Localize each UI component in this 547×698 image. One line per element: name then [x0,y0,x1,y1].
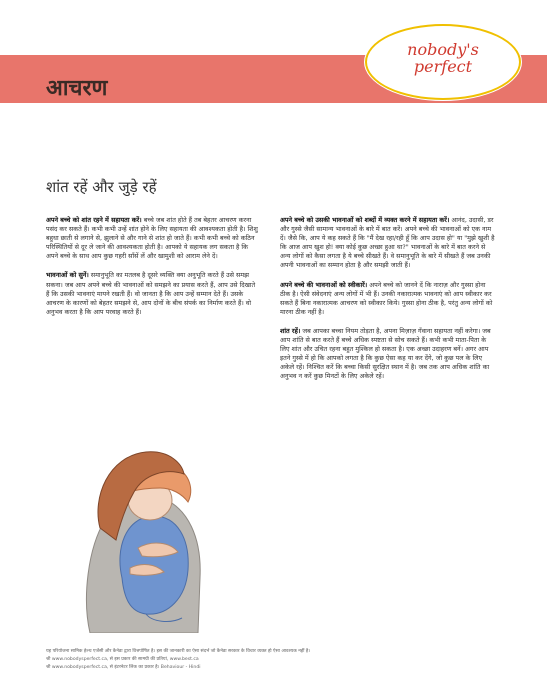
paragraph-text: आनंद, उदासी, डर और गुस्से जैसी सामान्य भावनाओं के बारे में बात करें। अपने बच्चे की भावनाओं को एक नाम दें। जैसे कि, आप ये कह सकते हैं कि "मैं देख रहा/रही हूँ कि आप उदास हो" या "मुझे खुशी है कि आज आप खुश हो! क्या कोई कुछ अच्छा हुआ था?" भावनाओं के बारे में बात करने से अन्य लोगों को कैसा लगता है ये बच्चे सीखते हैं। वे समानुभूति के बारे में सीखते हैं जब उनकी अपनी भावनाओं का सम्मान होता है और समझी जाती हैं। [280,216,495,270]
footer-line: श्री www.nobodysperfect.ca, से इस प्रकार की सामग्री की प्रतियां, www.best.ca [46,656,199,662]
footer [46,648,506,671]
paragraph [280,281,495,317]
paragraph-lead: अपने बच्चे की भावनाओं को स्वीकारें। [280,280,368,289]
section-title: शांत रहें और जुड़े रहें [46,178,157,196]
logo-line2: perfect [413,56,473,76]
paragraph-text: समानुभूति का मतलब है दूसरे व्यक्ति क्या अनुभूति करते हैं उसे समझ सकना। जब आप अपने बच्चे की भावनाओं को समझने का प्रयास करते हैं, आप उसे दिखाते हैं कि उसकी भावनाएं मायने रखती हैं। वो जानता है कि आप उन्हें सम्मान देते हैं। उसके आचरण के कारणों को बेहतर समझने से, आप दोनों के बीच संपर्क का निर्माण करते हैं। वो अनुभव करता है कि आप परवाह करते हैं। [46,271,256,316]
footer-line: श्री www.nobodysperfect.ca, से इंटरनेटर लिंक का प्रकार है। Behaviour - Hindi [46,664,201,670]
right-column [280,216,495,392]
paragraph-lead: अपने बच्चे को उसकी भावनाओं को शब्दों में व्यक्त करने में सहायता करें। [280,216,450,224]
footer-line: यह परियोजना सामिक हेल्थ एजेंसी और कैनेडा द्वारा वित्तपोषित है। इस की जानकारी का ऐसा संदर्भ जो कैनेडा सरकार के विचार व्यक्त हो ऐसा आवश्यक नहीं है। [46,649,311,654]
page-title: आचरण [46,76,108,101]
paragraph [46,216,260,261]
paragraph-text: जब आपका बच्चा नियम तोड़ता है, अपना मिज़ाज़ गँवाना सहायता नहीं करेगा। जब आप शांति से बात करते हैं बच्चे अधिक स्पष्टता से सोच सकते हैं। कभी कभी माता-पिता के लिए शांत और उचित रहना बहुत मुश्किल हो सकता है। एक अच्छा उदाहरण बनें। अगर आप इतने गुस्से में हो कि आपको लगता है कि कुछ ऐसा कह या कर देंगे, जो कुछ पल के लिए अकेले रहें। निश्चित करें कि बच्चा किसी सुरक्षित स्थान में है। जब तक आप अधिक शांति का अनुभव न करें कुछ मिनटों के लिए अकेले रहें। [280,326,491,381]
paragraph [280,327,495,382]
paragraph-text: अपने बच्चे को जानने दें कि नाराज़ और गुस्सा होना ठीक है। ऐसी संवेदनाएं अन्य लोगों में भी हैं। उनकी नकारात्मक भावनाएं को आप स्वीकार कर सकते हैं बिना नकारात्मक आचरण को स्वीकार किये। गुस्सा होना ठीक है, परंतु अन्य लोगों को मारना ठीक नहीं है। [280,280,493,316]
paragraph-lead: अपने बच्चे को शांत रहने में सहायता करें। [46,216,142,224]
logo-line1: nobody's [407,40,479,59]
paragraph-text: बच्चे जब शांत होते हैं तब बेहतर आचरण करना पसंद कर सकते हैं। कभी कभी उन्हें शांत होने के लिए सहायता की आवश्यकता होती है। शिशु बहुधा छाती से लगाने से, झुलाने से और गाने से शांत हो जाते हैं। कभी कभी बच्चे को कठिन परिस्थितियों से दूर ले जाने की आवश्यकता होती है। आपको ये सहायक लग सकता है कि अपने बच्चे के साथ आप कुछ गहरी साँसें लें और खामुशी को आराम लेने दें। [46,216,258,261]
paragraph-lead: भावनाओं को सुनें। [46,271,89,280]
paragraph [46,271,260,316]
parent-hugging-child-illustration [60,428,225,633]
nobodys-perfect-logo [365,24,521,100]
paragraph [280,216,495,271]
left-column [46,216,260,327]
paragraph-lead: शांत रहें। [280,326,301,335]
